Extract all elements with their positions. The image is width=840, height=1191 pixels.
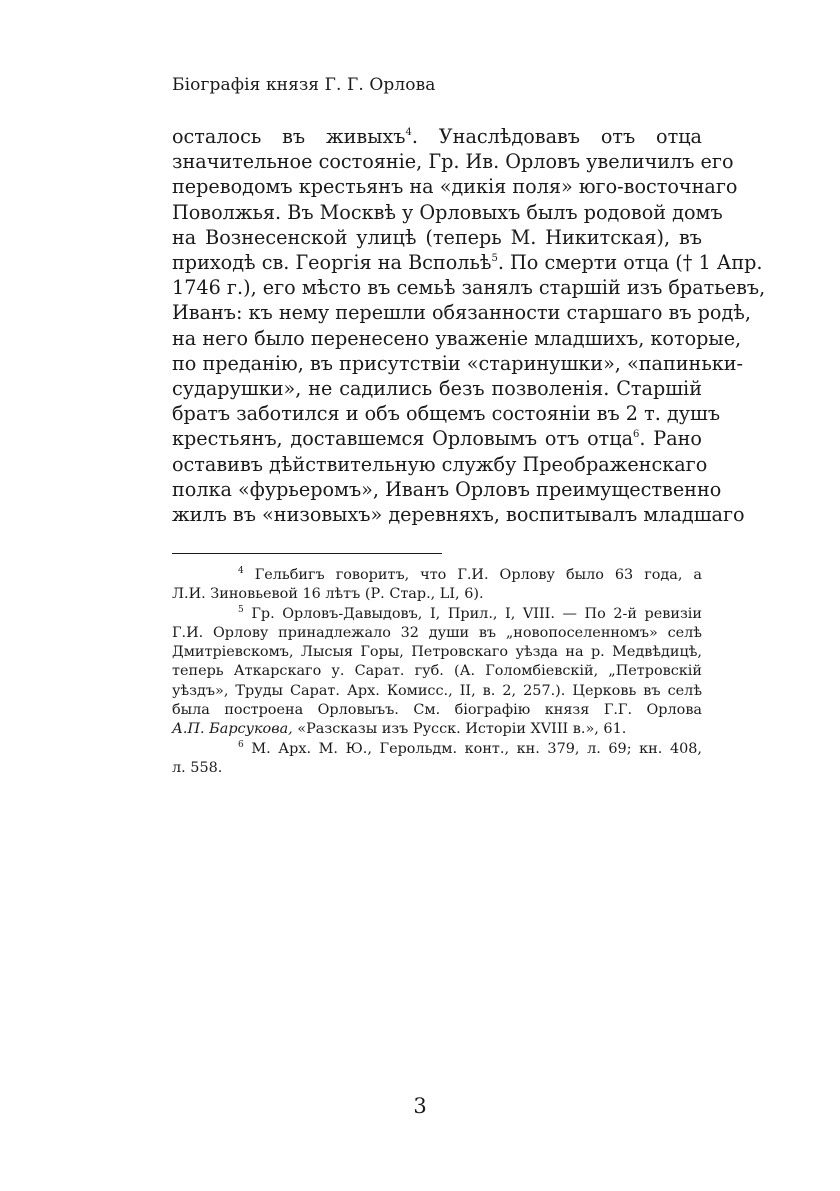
footnote-5-line: А.П. Барсукова, «Разсказы изъ Русск. Исторіи XVIII в.», 61.	[172, 721, 627, 738]
footnote-marker-6: 6	[238, 739, 244, 750]
footnote-marker-5: 5	[238, 604, 244, 615]
page-number: 3	[413, 1094, 427, 1118]
body-line: переводомъ крестьянъ на «дикія поля» юго-восточнаго	[172, 175, 738, 199]
body-line: оставивъ дѣйствительную службу Преображенскаго	[172, 452, 708, 476]
body-line: значительное состояніе, Гр. Ив. Орловъ увеличилъ его	[172, 150, 734, 174]
body-line: крестьянъ, доставшемся Орловымъ отъ отца$^6$. Рано	[172, 427, 702, 451]
body-line: на него было перенесено уваженіе младшихъ, которые,	[172, 326, 742, 350]
footnote-4-line: $^4$ Гельбигъ говоритъ, что Г.И. Орлову было 63 года, а	[238, 566, 702, 583]
body-line: на Вознесенской улицѣ (теперь М. Никитская), въ	[172, 225, 702, 249]
footnote-5-line: Г.И. Орлову принадлежало 32 души въ „новопоселенномъ» селѣ	[172, 624, 702, 641]
footnote-ref-4[interactable]: 4	[405, 126, 412, 138]
body-line: сударушки», не садились безъ позволенія. Старшій	[172, 377, 702, 401]
footnote-ref-5[interactable]: 5	[491, 252, 498, 264]
body-line: жилъ въ «низовыхъ» деревняхъ, воспитывалъ младшаго	[172, 503, 745, 527]
footnote-4-line: Л.И. Зиновьевой 16 лѣтъ (Р. Стар., LI, 6).	[172, 586, 484, 603]
body-line: Поволжья. Въ Москвѣ у Орловыхъ былъ родовой домъ	[172, 200, 723, 224]
footnote-divider	[172, 553, 442, 554]
body-line: Иванъ: къ нему перешли обязанности старшаго въ родѣ,	[172, 301, 751, 325]
footnote-5-line: $^5$ Гр. Орловъ-Давыдовъ, I, Прил., I, VIII. — По 2-й ревизіи	[238, 604, 702, 622]
footnote-6-line: $^6$ М. Арх. М. Ю., Герольдм. конт., кн. 379, л. 69; кн. 408,	[238, 739, 702, 757]
body-paragraph	[172, 124, 766, 527]
body-line: братъ заботился и объ общемъ состояніи въ 2 т. душъ	[172, 402, 721, 426]
running-head: Біографія князя Г. Г. Орлова	[172, 75, 436, 95]
footnote-5-line: была построена Орловыъъ. См. біографію князя Г.Г. Орлова	[172, 702, 702, 719]
body-line: осталось въ живыхъ$^4$. Унаслѣдовавъ отъ отца	[172, 125, 702, 148]
body-line: приходѣ св. Георгія на Вспольѣ$^5$. По смерти отца († 1 Апр.	[172, 251, 763, 275]
body-line: полка «фурьеромъ», Иванъ Орловъ преимущественно	[172, 477, 722, 501]
footnotes	[172, 566, 702, 778]
body-line: 1746 г.), его мѣсто въ семьѣ занялъ старшій изъ братьевъ,	[172, 276, 766, 300]
footnote-5-line: уѣздъ», Труды Сарат. Арх. Комисс., II, в. 2, 257.). Церковь въ селѣ	[172, 682, 702, 699]
footnote-ref-6[interactable]: 6	[633, 429, 640, 441]
footnote-6-line: л. 558.	[172, 759, 223, 776]
footnote-marker-4: 4	[238, 566, 244, 577]
body-line: по преданію, въ присутствіи «старинушки», «папиньки-	[172, 351, 744, 375]
footnote-5-line: Дмитріевскомъ, Лысыя Горы, Петровскаго уѣзда на р. Медвѣдицѣ,	[172, 644, 702, 661]
footnote-5-line: теперь Аткарскаго у. Сарат. губ. (А. Голомбіевскій, „Петровскій	[172, 663, 702, 680]
author-name: А.П. Барсукова,	[172, 721, 293, 738]
